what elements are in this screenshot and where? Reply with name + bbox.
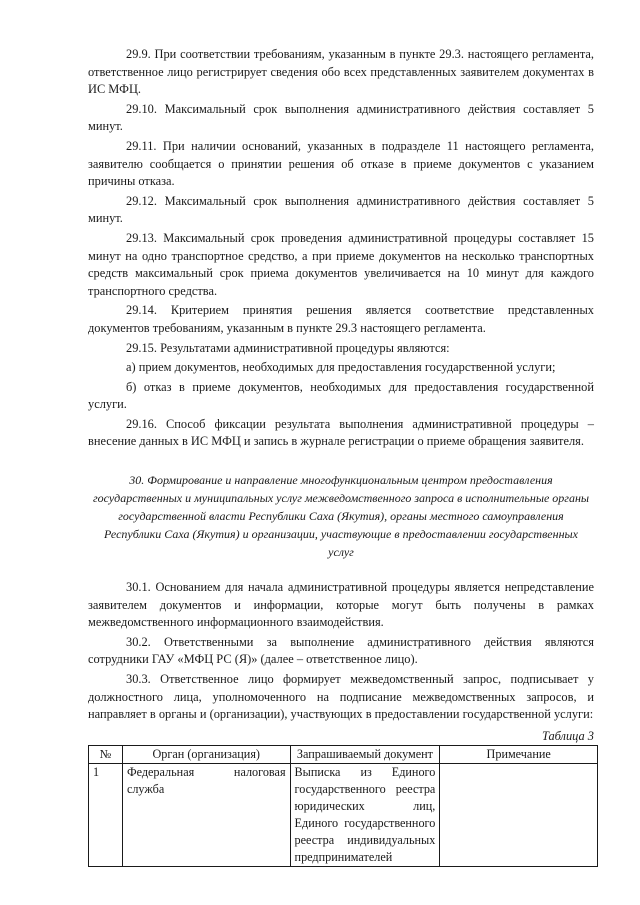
paragraph-29-10: 29.10. Максимальный срок выполнения административного действия составляет 5 минут. (88, 101, 594, 134)
header-document: Запрашиваемый документ (290, 746, 440, 764)
paragraph-29-11: 29.11. При наличии оснований, указанных в подразделе 11 настоящего регламента, заявителю сообщается о принятии решения об отказе в приеме документов с указанием причины отказа. (88, 138, 594, 189)
cell-number: 1 (89, 764, 123, 867)
paragraph-29-15: 29.15. Результатами административной процедуры являются: (126, 340, 450, 355)
table-row (89, 764, 598, 867)
list-item-a: а) прием документов, необходимых для предоставления государственной услуги; (126, 360, 556, 375)
cell-document: Выписка из Единого государственного реестра юридических лиц, Единого государственного реестра индивидуальных предпринимателей (290, 764, 440, 867)
paragraph-30-3: 30.3. Ответственное лицо формирует межведомственный запрос, подписывает у должностного лица, уполномоченного на подписание межведомственных запросов, и направляет в органы и (организации), участвующих в предоставлении государственной услуги: (88, 672, 594, 722)
agencies-table (88, 745, 598, 867)
header-note: Примечание (440, 746, 598, 764)
table-caption: Таблица 3 (542, 728, 594, 743)
paragraph-29-13: 29.13. Максимальный срок проведения административной процедуры составляет 15 минут на одно транспортное средство, а при приеме документов на несколько транспортных средств максимальный срок приема документов увеличивается на 10 минут для каждого транспортного средства. (88, 230, 594, 298)
cell-note (440, 764, 598, 867)
table-header-row (89, 746, 598, 764)
page-content (88, 46, 594, 867)
paragraph-29-16: 29.16. Способ фиксации результата выполнения административной процедуры – внесение данных в ИС МФЦ и запись в журнале регистрации о приеме обращения заявителя. (88, 416, 594, 449)
header-agency: Орган (организация) (122, 746, 290, 764)
section-heading-30: 30. Формирование и направление многофункциональным центром предоставления государственных и муниципальных услуг межведомственного запроса в исполнительные органы государственной власти Республики Саха (Якутия), органы местного самоуправления Республики Саха (Якутия) и организации, участвующие в предоставлении государственных услуг (92, 473, 590, 560)
paragraph-30-2: 30.2. Ответственными за выполнение административного действия являются сотрудники ГАУ «МФЦ РС (Я)» (далее – ответственное лицо). (88, 634, 594, 667)
paragraph-29-9: 29.9. При соответствии требованиям, указанным в пункте 29.3. настоящего регламента, ответственное лицо регистрирует сведения обо всех представленных заявителем документах в ИС МФЦ. (88, 47, 594, 97)
paragraph-30-1: 30.1. Основанием для начала административной процедуры является непредставление заявителем документов и информации, которые могут быть получены в рамках межведомственного информационного взаимодействия. (88, 580, 594, 630)
paragraph-29-12: 29.12. Максимальный срок выполнения административного действия составляет 5 минут. (88, 193, 594, 226)
cell-agency: Федеральная налоговая служба (122, 764, 290, 867)
list-item-b: б) отказ в приеме документов, необходимых для предоставления государственной услуги. (88, 379, 594, 412)
header-number: № (89, 746, 123, 764)
paragraph-29-14: 29.14. Критерием принятия решения является соответствие представленных документов требованиям, указанным в пункте 29.3 настоящего регламента. (88, 303, 594, 335)
